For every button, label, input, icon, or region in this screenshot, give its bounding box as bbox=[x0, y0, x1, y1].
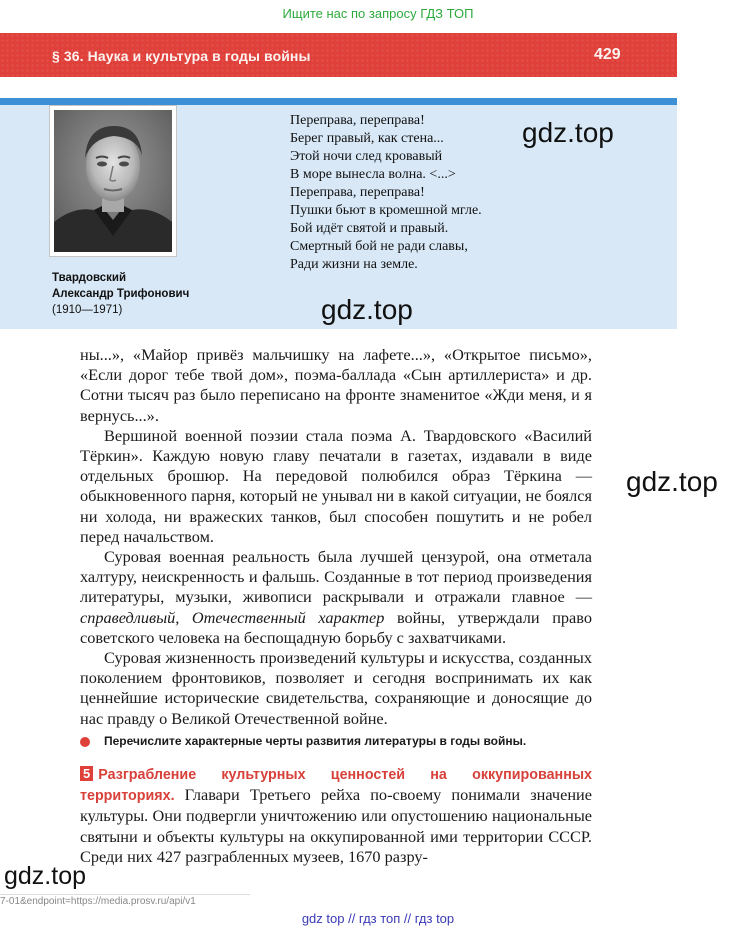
poem-line: Бой идёт святой и правый. bbox=[290, 221, 449, 236]
caption-years: (1910—1971) bbox=[52, 304, 123, 316]
portrait-photo bbox=[50, 106, 176, 256]
caption-fullname: Александр Трифонович bbox=[52, 288, 190, 300]
paragraph bbox=[80, 547, 592, 648]
section-number-badge: 5 bbox=[80, 766, 93, 781]
poem-line: Переправа, переправа! bbox=[290, 185, 425, 200]
paragraph-text: Суровая военная реальность была лучшей цензурой, она отметала халтуру, неискренность и фальшь. Созданные в тот период произведения литературы, музыки, живописи раскрывали и отражали главное — bbox=[80, 547, 592, 607]
poem-line: В море вынесла волна. <...> bbox=[290, 167, 456, 182]
paragraph: Суровая жизненность произведений культуры и искусства, созданных поколением фронтовиков, позволяет и сегодня воспринимать их как ценнейшие исторические свидетельства, сохраняющие и доносящие до нас правду о Великой Отечественной войне. bbox=[80, 648, 592, 728]
portrait-image bbox=[54, 110, 172, 252]
blue-divider bbox=[0, 98, 677, 105]
main-text bbox=[80, 345, 592, 729]
watermark: gdz.top bbox=[321, 294, 413, 325]
section-heading: Разграбление культурных ценностей на оккупированных территориях. bbox=[80, 767, 592, 805]
emphasis-text: справедливый, Отечественный характер bbox=[80, 607, 385, 627]
watermark: gdz.top bbox=[522, 117, 614, 148]
question-text: Перечислите характерные черты развития литературы в годы войны. bbox=[104, 734, 527, 748]
section-5 bbox=[80, 764, 592, 867]
top-promo-link[interactable]: Ищите нас по запросу ГДЗ ТОП bbox=[282, 6, 474, 21]
poem-block bbox=[290, 112, 482, 274]
page-number: 429 bbox=[594, 46, 621, 63]
paragraph: ны...», «Майор привёз мальчишку на лафете...», «Открытое письмо», «Если дорог тебе твой дом», поэма-баллада «Сын артиллериста» и др. Сотни тысяч раз было переписано на фронте знаменитое «Жди меня, и я вернусь...». bbox=[80, 345, 592, 425]
poem-line: Ради жизни на земле. bbox=[290, 257, 418, 272]
section-5-paragraph bbox=[80, 764, 592, 867]
watermark: gdz.top bbox=[4, 862, 87, 890]
portrait-caption bbox=[52, 270, 189, 318]
bottom-links[interactable]: gdz top // гдз топ // гдз top bbox=[301, 911, 455, 926]
paragraph: Вершиной военной поэзии стала поэма А. Твардовского «Василий Тёркин». Каждую новую главу печатали в газетах, издавали в виде отдельных брошюр. На передовой полюбился образ Тёркина — обыкновенного парня, который не унывал ни в какой ситуации, не боялся ни холода, ни вражеских танков, был способен пошутить и не робел перед начальством. bbox=[80, 425, 592, 546]
poem-line: Берег правый, как стена... bbox=[290, 131, 444, 146]
paragraph-text: войны, утверждали право советского человека на беспощадную борьбу с захватчиками. bbox=[80, 607, 593, 647]
caption-surname: Твардовский bbox=[52, 272, 127, 284]
poem-line: Смертный бой не ради славы, bbox=[290, 239, 468, 254]
poem-line: Переправа, переправа! bbox=[290, 113, 425, 128]
section-title: § 36. Наука и культура в годы войны bbox=[52, 48, 311, 64]
section-text: Главари Третьего рейха по-своему понимали значение культуры. Они подвергли уничтожению или опустошению национальные святыни и объекты культуры на оккупированной ими территории СССР. Среди них 427 разграбленных музеев, 1670 разру- bbox=[80, 785, 592, 866]
url-strip: 7-01&endpoint=https://media.prosv.ru/api/v1 bbox=[0, 894, 250, 909]
poem-line: Пушки бьют в кромешной мгле. bbox=[290, 203, 482, 218]
poem-line: Этой ночи след кровавый bbox=[290, 149, 443, 164]
question-bullet-icon bbox=[80, 737, 90, 747]
watermark: gdz.top bbox=[626, 466, 718, 497]
